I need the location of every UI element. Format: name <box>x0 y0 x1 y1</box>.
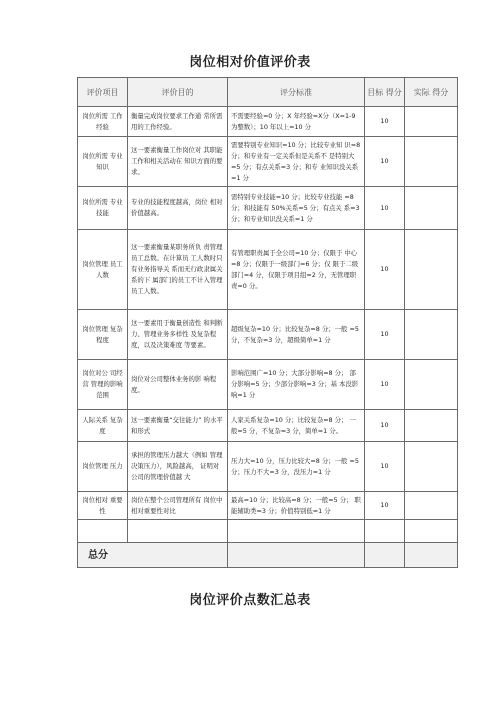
table-row <box>78 107 458 137</box>
header-standard: 评分标准 <box>228 78 365 107</box>
header-purpose: 评价目的 <box>128 78 228 107</box>
blank-row <box>78 520 458 543</box>
row-standard: 需特别专业技能=10 分；比较专业技能 =8 分；和技能有 50%关系=5 分；有点关 系=3 分；和专业知识没关系=1 分 <box>228 187 365 230</box>
blank-cell <box>228 520 365 543</box>
row-purpose: 这一要素用于衡量创造性 和判断力、管理业务多样性 及复杂程度，以及决策难度 等要素。 <box>128 310 228 360</box>
table-row <box>78 230 458 310</box>
blank-cell <box>365 520 405 543</box>
row-standard: 人家关系复杂=10 分；比较复杂=8 分； 一般=5 分，不复杂=3 分，简单=1 分。 <box>228 410 365 442</box>
row-purpose: 这一要素衡量某职务所负 责管理员工总数。在计算员 工人数时只有业务指导关 系而无行政隶属关系的下 属部门的员工不计入管理 员工人数。 <box>128 230 228 310</box>
row-actual <box>405 187 458 230</box>
blank-cell <box>405 520 458 543</box>
row-goal: 10 <box>365 360 405 410</box>
row-purpose: 这一要素衡量“交往能力” 的水平和形式 <box>128 410 228 442</box>
row-goal: 10 <box>365 442 405 492</box>
row-purpose: 岗位在整个公司管理所有 岗位中相对重要性对比 <box>128 492 228 520</box>
table-row <box>78 360 458 410</box>
row-purpose: 专业的技能程度越高，岗位 相对价值越高。 <box>128 187 228 230</box>
row-actual <box>405 107 458 137</box>
total-actual-cell <box>405 543 458 568</box>
row-standard: 最高=10 分；比较高=8 分；一般=5 分； 职能辅助类=3 分；价值特别低=1 分 <box>228 492 365 520</box>
row-goal: 10 <box>365 137 405 187</box>
row-standard: 不需要经验=0 分；X 年经验=X分（X=1-9 为整数）；10 年以上=10 分 <box>228 107 365 137</box>
row-standard: 需要特别专业知识=10 分；比较专业知 识=8 分；和专业有一定关系但是关系不 是特别大=5 分；有点关系=3 分；和专 业知识没关系=1 分 <box>228 137 365 187</box>
page-title: 岗位相对价值评价表 <box>189 55 311 70</box>
row-actual <box>405 137 458 187</box>
row-item: 岗位对公 司经营 管理的影响范围 <box>78 360 128 410</box>
row-actual <box>405 360 458 410</box>
row-purpose: 这一要素衡量工作岗位对 其职能工作和相关活动在 知识方面的要求。 <box>128 137 228 187</box>
table-row <box>78 187 458 230</box>
evaluation-table <box>77 77 458 568</box>
total-label: 总分 <box>78 543 228 568</box>
row-actual <box>405 230 458 310</box>
header-actual: 实际 得分 <box>405 78 458 107</box>
row-item: 岗位所需 专业知识 <box>78 137 128 187</box>
header-item: 评价项目 <box>78 78 128 107</box>
row-standard: 超级复杂=10 分；比较复杂=8 分；一般 =5 分，不复杂=3 分，超级简单=1 分 <box>228 310 365 360</box>
row-actual <box>405 492 458 520</box>
total-cell <box>228 543 365 568</box>
row-goal: 10 <box>365 187 405 230</box>
row-item: 人际关系 复杂度 <box>78 410 128 442</box>
row-actual <box>405 442 458 492</box>
table-row <box>78 492 458 520</box>
row-goal: 10 <box>365 492 405 520</box>
table-row <box>78 442 458 492</box>
row-item: 岗位管理 员工人数 <box>78 230 128 310</box>
header-goal: 目标 得分 <box>365 78 405 107</box>
table-row <box>78 410 458 442</box>
row-standard: 压力大=10 分，压力比较大=8 分；一般 =5 分；压力不大=3 分，没压力=1 分 <box>228 442 365 492</box>
blank-cell <box>128 520 228 543</box>
row-purpose: 岗位对公司整体业务的影 响程度。 <box>128 360 228 410</box>
summary-title: 岗位评价点数汇总表 <box>189 593 311 608</box>
blank-cell <box>78 520 128 543</box>
row-standard: 影响范围广=10 分；大部分影响=8 分； 部分影响=5 分；少部分影响=3 分；基 本没影响=1 分 <box>228 360 365 410</box>
row-goal: 10 <box>365 410 405 442</box>
row-item: 岗位管理 复杂程度 <box>78 310 128 360</box>
row-goal: 10 <box>365 107 405 137</box>
row-item: 岗位相对 重要性 <box>78 492 128 520</box>
row-purpose: 衡量完成岗位要求工作通 常所需用的工作经验。 <box>128 107 228 137</box>
row-actual <box>405 410 458 442</box>
row-purpose: 承担的管理压力越大（例如 管理决策压力），风险越高， 证明对公司的管理价值越 大 <box>128 442 228 492</box>
row-item: 岗位所需 专业技能 <box>78 187 128 230</box>
row-goal: 10 <box>365 310 405 360</box>
row-item: 岗位管理 压力 <box>78 442 128 492</box>
table-row <box>78 137 458 187</box>
total-goal-cell <box>365 543 405 568</box>
row-actual <box>405 310 458 360</box>
row-goal: 10 <box>365 230 405 310</box>
row-standard: 有管理职责属于全公司=10 分；仅限于 中心=8 分；仅限于一级部门=6 分；仅 限于二级部门=4 分，仅限于项目组=2 分，无管理职责=0 分。 <box>228 230 365 310</box>
row-item: 岗位所需 工作经验 <box>78 107 128 137</box>
table-header-row <box>78 78 458 107</box>
total-row <box>78 543 458 568</box>
table-row <box>78 310 458 360</box>
